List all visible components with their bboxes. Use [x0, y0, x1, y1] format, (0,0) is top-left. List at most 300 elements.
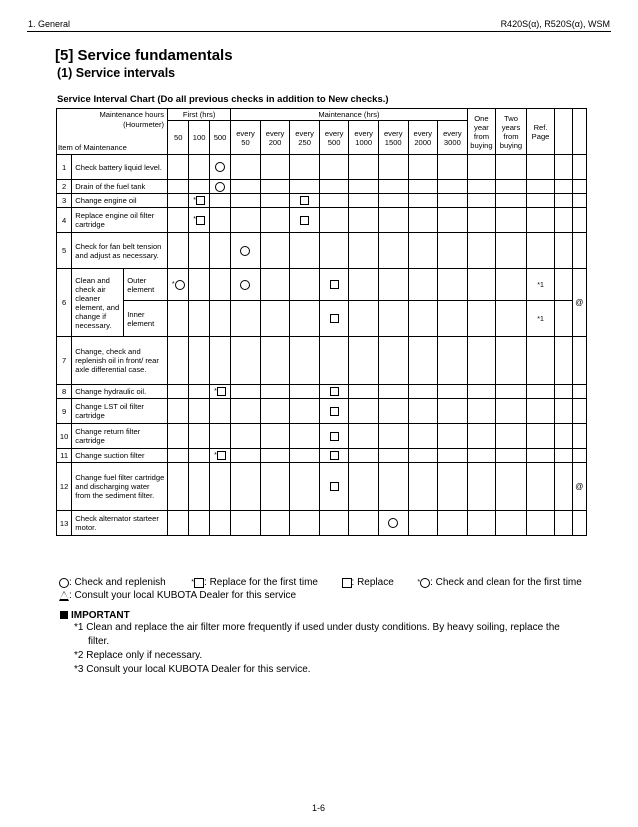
header-every-2 [290, 121, 320, 155]
row-item: Change hydraulic oil. [72, 385, 168, 399]
important-heading [60, 610, 130, 621]
table-cell [467, 511, 496, 536]
table-cell [526, 194, 555, 208]
table-cell [526, 301, 555, 337]
table-cell [408, 463, 438, 511]
table-cell [290, 337, 320, 385]
table-cell [572, 337, 586, 385]
header-line: Ref. [533, 122, 548, 132]
subsection-title: (1) Service intervals [57, 66, 176, 80]
asterisk-mark: * [417, 579, 421, 586]
table-cell [189, 511, 209, 536]
table-cell [408, 385, 438, 399]
row-number: 7 [57, 337, 72, 385]
table-cell [438, 301, 468, 337]
table-cell [496, 449, 527, 463]
legend-clean-first: : Check and clean for the first time [430, 577, 582, 588]
table-cell [572, 269, 586, 337]
square-icon [196, 196, 205, 205]
row-number: 1 [57, 155, 72, 180]
table-cell [555, 463, 572, 511]
note-3: *3 Consult your local KUBOTA Dealer for this service. [74, 664, 311, 675]
table-cell [319, 449, 349, 463]
square-icon [194, 578, 204, 588]
table-cell [189, 301, 209, 337]
header-item-of-maintenance [57, 109, 168, 155]
circle-icon [215, 182, 225, 192]
table-row [57, 194, 587, 208]
table-cell [408, 269, 438, 301]
table-cell [526, 208, 555, 233]
row-number: 6 [57, 269, 72, 337]
table-cell [290, 301, 320, 337]
header-line: 1000 [355, 137, 373, 147]
table-cell [168, 385, 189, 399]
table-cell [260, 208, 290, 233]
row-number: 5 [57, 233, 72, 269]
header-every-1 [260, 121, 290, 155]
square-icon [217, 451, 226, 460]
legend-replace-first: : Replace for the first time [204, 577, 318, 588]
header-first-1: 100 [189, 121, 209, 155]
at-mark: @ [575, 482, 584, 491]
table-row [57, 511, 587, 536]
table-cell [572, 463, 586, 511]
table-cell [467, 463, 496, 511]
table-cell [290, 233, 320, 269]
header-line: every [443, 128, 462, 138]
header-two-years [496, 109, 527, 155]
table-cell [260, 385, 290, 399]
table-cell [209, 155, 230, 180]
table-cell [260, 180, 290, 194]
chapter-header: 1. General [28, 19, 71, 29]
table-cell [555, 301, 572, 337]
table-cell [168, 424, 189, 449]
note-2: *2 Replace only if necessary. [74, 650, 203, 661]
row-item: Change LST oil filter cartridge [72, 399, 168, 424]
table-cell [290, 194, 320, 208]
table-row [57, 233, 587, 269]
table-cell [408, 180, 438, 194]
note-1: *1 Clean and replace the air filter more frequently if used under dusty conditions. By heavy soiling, replace the [74, 622, 560, 633]
table-cell [496, 301, 527, 337]
table-cell [189, 233, 209, 269]
table-cell [467, 301, 496, 337]
table-cell [189, 399, 209, 424]
page-number: 1-6 [312, 803, 326, 813]
header-first-2: 500 [209, 121, 230, 155]
table-row [57, 337, 587, 385]
table-cell [438, 180, 468, 194]
table-cell [408, 155, 438, 180]
header-line: every [236, 128, 255, 138]
header-first-hrs: First (hrs) [168, 109, 231, 121]
table-cell [209, 424, 230, 449]
table-cell [168, 449, 189, 463]
row-item: Change engine oil [72, 194, 168, 208]
square-icon [330, 407, 339, 416]
header-line: every [383, 128, 403, 138]
table-cell [168, 301, 189, 337]
table-cell [438, 155, 468, 180]
circle-icon [420, 578, 430, 588]
table-cell [290, 424, 320, 449]
header-line: One [474, 113, 489, 123]
table-cell [231, 449, 261, 463]
table-cell [496, 269, 527, 301]
table-cell [189, 424, 209, 449]
header-rule [27, 31, 611, 32]
table-cell [319, 180, 349, 194]
table-cell [260, 155, 290, 180]
table-row [57, 301, 587, 337]
table-cell [260, 449, 290, 463]
square-icon [300, 196, 309, 205]
table-cell [209, 269, 230, 301]
table-cell [209, 399, 230, 424]
table-cell [438, 463, 468, 511]
header-line: every [295, 128, 314, 138]
square-icon [330, 482, 339, 491]
table-cell [526, 155, 555, 180]
header-every-5 [378, 121, 408, 155]
important-title: IMPORTANT [71, 610, 130, 621]
header-first-0: 50 [168, 121, 189, 155]
row-item: Check battery liquid level. [72, 155, 168, 180]
table-cell [378, 511, 408, 536]
square-icon [330, 280, 339, 289]
table-cell [260, 337, 290, 385]
table-cell [349, 449, 379, 463]
row-number: 3 [57, 194, 72, 208]
header-line: 250 [298, 137, 311, 147]
header-line: years [501, 122, 521, 132]
table-cell [496, 155, 527, 180]
asterisk-mark: * [193, 216, 196, 224]
table-cell [290, 399, 320, 424]
header-line: 500 [327, 137, 341, 147]
legend-row-1 [59, 577, 599, 590]
table-cell [496, 233, 527, 269]
table-cell [555, 511, 572, 536]
table-cell [319, 301, 349, 337]
table-cell [231, 180, 261, 194]
table-cell [496, 337, 527, 385]
legend-replace: : Replace [351, 577, 394, 588]
row-item: Clean and check air cleaner element, and change if necessary. [72, 269, 124, 337]
header-line: 2000 [414, 137, 432, 147]
table-cell [319, 399, 349, 424]
table-cell [438, 208, 468, 233]
table-cell [189, 208, 209, 233]
table-cell [319, 269, 349, 301]
table-cell [408, 194, 438, 208]
table-cell [555, 385, 572, 399]
header-line: every [265, 128, 285, 138]
table-cell [349, 269, 379, 301]
table-cell [378, 385, 408, 399]
table-cell [408, 424, 438, 449]
table-cell [231, 301, 261, 337]
table-cell [438, 385, 468, 399]
table-cell [378, 194, 408, 208]
table-cell [526, 511, 555, 536]
table-cell [260, 269, 290, 301]
table-cell [349, 180, 379, 194]
table-cell [260, 233, 290, 269]
asterisk-mark: * [191, 579, 195, 586]
table-cell [467, 337, 496, 385]
table-cell [168, 337, 189, 385]
table-cell [168, 511, 189, 536]
table-cell [189, 337, 209, 385]
table-cell [209, 463, 230, 511]
circle-icon [388, 518, 398, 528]
table-cell [168, 463, 189, 511]
table-cell [378, 463, 408, 511]
table-cell [260, 301, 290, 337]
table-cell [378, 233, 408, 269]
table-cell [260, 424, 290, 449]
table-row [57, 155, 587, 180]
table-cell [349, 301, 379, 337]
table-cell [349, 233, 379, 269]
table-cell [555, 233, 572, 269]
table-cell [572, 385, 586, 399]
table-cell [349, 511, 379, 536]
table-cell [572, 399, 586, 424]
table-cell [168, 269, 189, 301]
table-cell [572, 424, 586, 449]
square-icon [217, 387, 226, 396]
table-cell [467, 233, 496, 269]
row-number: 13 [57, 511, 72, 536]
table-cell [231, 399, 261, 424]
table-cell [319, 385, 349, 399]
table-cell [349, 424, 379, 449]
table-cell [260, 511, 290, 536]
circle-icon [240, 246, 250, 256]
table-cell [209, 449, 230, 463]
table-cell [189, 463, 209, 511]
chart-caption: Service Interval Chart (Do all previous checks in addition to New checks.) [57, 94, 389, 105]
note-1-continued: filter. [88, 636, 110, 647]
table-cell [438, 511, 468, 536]
table-cell [467, 424, 496, 449]
table-row [57, 180, 587, 194]
table-row [57, 463, 587, 511]
table-cell [231, 463, 261, 511]
table-cell [467, 194, 496, 208]
table-cell [231, 269, 261, 301]
table-cell [319, 233, 349, 269]
black-square-icon [60, 611, 68, 619]
table-cell [319, 337, 349, 385]
table-cell [209, 337, 230, 385]
table-cell [378, 208, 408, 233]
table-cell [319, 463, 349, 511]
header-row [57, 109, 587, 121]
table-cell [168, 155, 189, 180]
table-cell [438, 424, 468, 449]
row-number: 8 [57, 385, 72, 399]
row-number: 9 [57, 399, 72, 424]
table-cell [290, 385, 320, 399]
table-cell [467, 449, 496, 463]
table-cell [467, 385, 496, 399]
table-cell [231, 511, 261, 536]
asterisk-mark: * [171, 280, 175, 288]
table-cell [349, 463, 379, 511]
row-item: Check alternator starteer motor. [72, 511, 168, 536]
table-cell [231, 337, 261, 385]
table-cell [438, 194, 468, 208]
table-cell [209, 180, 230, 194]
table-cell [408, 449, 438, 463]
table-cell [231, 385, 261, 399]
table-cell [467, 399, 496, 424]
table-cell [467, 269, 496, 301]
table-cell [572, 449, 586, 463]
table-cell [290, 180, 320, 194]
table-cell [572, 511, 586, 536]
table-cell [231, 424, 261, 449]
row-item: Change, check and replenish oil in front/ rear axle differential case. [72, 337, 168, 385]
table-cell [168, 194, 189, 208]
square-icon [330, 451, 339, 460]
table-cell [496, 399, 527, 424]
header-every-7 [438, 121, 468, 155]
table-row [57, 208, 587, 233]
legend-consult: : Consult your local KUBOTA Dealer for this service [69, 590, 297, 601]
table-cell [231, 155, 261, 180]
header-line: Item of Maintenance [58, 143, 127, 152]
table-cell [572, 233, 586, 269]
table-cell [349, 337, 379, 385]
note-1-mark: *1 [537, 281, 544, 289]
header-line: buying [499, 140, 523, 150]
header-every-0 [231, 121, 261, 155]
square-icon [300, 216, 309, 225]
row-number: 10 [57, 424, 72, 449]
table-cell [290, 155, 320, 180]
table-row [57, 269, 587, 301]
table-cell [496, 385, 527, 399]
table-cell [209, 233, 230, 269]
row-subitem: Outer element [124, 269, 168, 301]
table-cell [408, 301, 438, 337]
table-cell [349, 155, 379, 180]
table-cell [408, 399, 438, 424]
header-line: (Hourmeter) [123, 120, 165, 129]
table-cell [526, 337, 555, 385]
square-icon [330, 314, 339, 323]
table-cell [349, 385, 379, 399]
header-line: every [324, 128, 344, 138]
section-title: [5] Service fundamentals [55, 47, 233, 64]
table-cell [260, 399, 290, 424]
table-cell [209, 385, 230, 399]
table-cell [378, 449, 408, 463]
table-cell [319, 155, 349, 180]
header-line: Two [504, 113, 518, 123]
row-number: 2 [57, 180, 72, 194]
table-cell [438, 269, 468, 301]
row-number: 12 [57, 463, 72, 511]
at-mark: @ [575, 298, 584, 307]
table-cell [349, 399, 379, 424]
header-line: Maintenance hours [99, 110, 165, 119]
row-item: Change return filter cartridge [72, 424, 168, 449]
table-cell [572, 155, 586, 180]
table-cell [290, 511, 320, 536]
row-item: Check for fan belt tension and adjust as necessary. [72, 233, 168, 269]
table-cell [378, 424, 408, 449]
table-cell [290, 269, 320, 301]
row-item: Replace engine oil filter cartridge [72, 208, 168, 233]
square-icon [330, 432, 339, 441]
table-cell [378, 399, 408, 424]
table-cell [378, 180, 408, 194]
triangle-icon [59, 591, 69, 601]
table-cell [290, 449, 320, 463]
circle-icon [175, 280, 185, 290]
table-cell [378, 337, 408, 385]
circle-icon [215, 162, 225, 172]
header-line: every [354, 128, 373, 138]
header-blank-cell [572, 109, 586, 155]
table-cell [438, 399, 468, 424]
table-cell [189, 449, 209, 463]
row-item: Change fuel filter cartridge and discharging water from the sediment filter. [72, 463, 168, 511]
table-cell [526, 449, 555, 463]
header-line: Page [531, 131, 550, 141]
row-number: 11 [57, 449, 72, 463]
table-cell [231, 208, 261, 233]
table-cell [555, 194, 572, 208]
table-cell [168, 180, 189, 194]
note-1-mark: *1 [537, 315, 544, 323]
header-every-6 [408, 121, 438, 155]
table-cell [209, 208, 230, 233]
header-every-3 [319, 121, 349, 155]
table-cell [438, 337, 468, 385]
table-cell [209, 301, 230, 337]
header-one-year [467, 109, 496, 155]
table-cell [189, 385, 209, 399]
asterisk-mark: * [214, 387, 217, 395]
header-every-4 [349, 121, 379, 155]
table-cell [572, 194, 586, 208]
header-line: 1500 [384, 137, 402, 147]
header-line: 50 [241, 137, 250, 147]
table-cell [526, 463, 555, 511]
table-cell [555, 337, 572, 385]
table-cell [290, 208, 320, 233]
table-cell [555, 208, 572, 233]
square-icon [330, 387, 339, 396]
table-cell [168, 208, 189, 233]
header-line: every [413, 128, 433, 138]
table-cell [467, 180, 496, 194]
row-subitem: Inner element [124, 301, 168, 337]
asterisk-mark: * [193, 196, 196, 204]
table-cell [408, 233, 438, 269]
legend [59, 577, 599, 603]
header-ref-page [526, 109, 555, 155]
header-line: 200 [268, 137, 282, 147]
